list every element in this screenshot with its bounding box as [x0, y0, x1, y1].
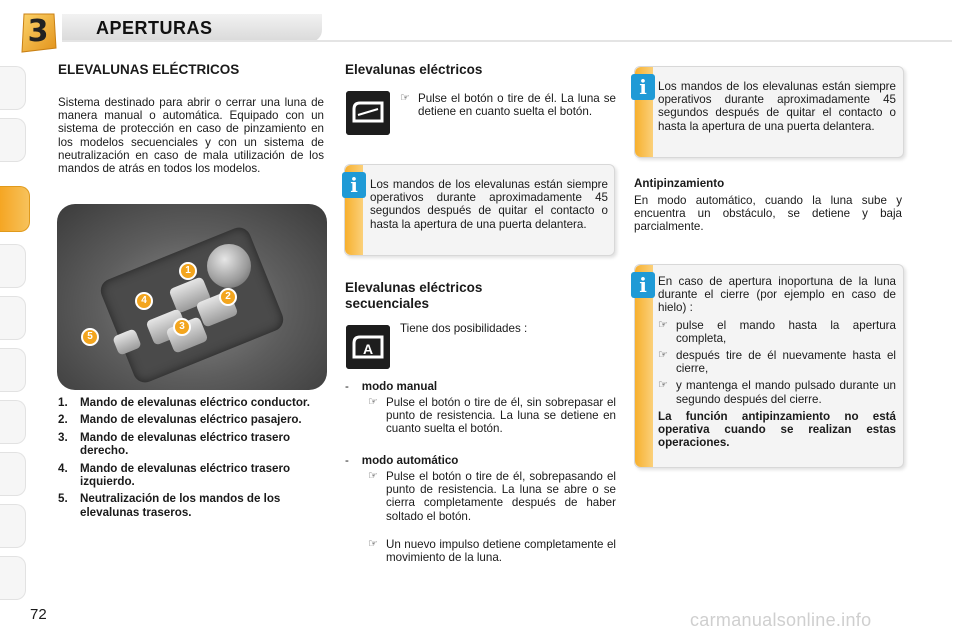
side-tab-2[interactable] — [0, 118, 26, 162]
info-icon: i — [631, 272, 655, 298]
legend-list — [58, 396, 320, 523]
subheading-electric: Elevalunas eléctricos — [345, 62, 483, 77]
callout-3: 3 — [173, 318, 191, 336]
auto-window-icon — [346, 325, 390, 369]
bullet-electric: ☞ Pulse el botón o tire de él. La luna se detiene en cuanto suelta el botón. — [400, 92, 616, 119]
legend-item: 4. Mando de elevalunas eléctrico trasero izquierdo. — [58, 461, 291, 489]
subheading-sequential: Elevalunas eléctricos secuenciales — [345, 280, 483, 311]
side-tab-10[interactable] — [0, 556, 26, 600]
side-tab-active[interactable] — [0, 186, 30, 232]
info-text-right-bottom: En caso de apertura inoportuna de la luna durante el cierre (por ejemplo en caso de hielo) : ☞ pulse el mando hasta la apertura completa, ☞ después tire de él nuevamente hasta el cierre, ☞ y mantenga el mando pulsado durante un segundo después del cierre. La función antipinzamiento no está operativa cuando se realizan estas operaciones. — [658, 275, 896, 450]
antipinch-text: En modo automático, cuando la luna sube y encuentra un obstáculo, se detiene y baja parcialmente. — [634, 194, 902, 234]
callout-2: 2 — [219, 288, 237, 306]
watermark: carmanualsonline.info — [690, 610, 872, 630]
possibilities-text: Tiene dos posibilidades : — [400, 322, 528, 335]
chapter-number: 3 — [27, 14, 49, 49]
info-text-right-top: Los mandos de los elevalunas están siempre operativos durante aproximadamente 45 segundos después de quitar el contacto o hasta la apertura de una puerta delantera. — [658, 80, 896, 133]
svg-text:A: A — [362, 341, 374, 357]
antipinch-heading: Antipinzamiento — [634, 177, 725, 190]
auto-mode-text-1: ☞ Pulse el botón o tire de él, sobrepasando el punto de resistencia. La luna se abre o se cierra completamente después de haber soltado el botón. — [368, 470, 616, 523]
section-heading: ELEVALUNAS ELÉCTRICOS — [58, 62, 240, 77]
callout-1: 1 — [179, 262, 197, 280]
side-tab-8[interactable] — [0, 452, 26, 496]
header-divider — [62, 40, 952, 42]
manual-mode-text: ☞ Pulse el botón o tire de él, sin sobrepasar el punto de resistencia. La luna se detiene en cuanto suelta el botón. — [368, 396, 616, 436]
callout-4: 4 — [135, 292, 153, 310]
legend-item: 5. Neutralización de los mandos de los elevalunas traseros. — [58, 492, 281, 519]
info-text-mid: Los mandos de los elevalunas están siempre operativos durante aproximadamente 45 segundos después de quitar el contacto o hasta la apertura de una puerta delantera. — [370, 178, 608, 231]
manual-mode-heading: - modo manual — [345, 380, 438, 393]
side-tab-5[interactable] — [0, 296, 26, 340]
side-tab-4[interactable] — [0, 244, 26, 288]
side-tab-9[interactable] — [0, 504, 26, 548]
side-tab-6[interactable] — [0, 348, 26, 392]
auto-mode-text-2: ☞ Un nuevo impulso detiene completamente el movimiento de la luna. — [368, 538, 616, 565]
side-tab-1[interactable] — [0, 66, 26, 110]
window-switch-icon — [346, 91, 390, 135]
window-switch-photo — [57, 204, 327, 390]
info-icon: i — [631, 74, 655, 100]
side-tab-7[interactable] — [0, 400, 26, 444]
legend-item: 1. Mando de elevalunas eléctrico conductor. — [58, 396, 311, 409]
info-icon: i — [342, 172, 366, 198]
mirror-knob — [207, 244, 251, 288]
page-title: APERTURAS — [96, 18, 213, 38]
intro-paragraph: Sistema destinado para abrir o cerrar una luna de manera manual o automática. Equipado con un sistema de protección en caso de pinzamiento en los modelos secuenciales y con un sistema de neutralización en caso de mala utilización de los mandos de atrás en todos los modelos. — [58, 96, 324, 176]
legend-item: 3. Mando de elevalunas eléctrico trasero derecho. — [58, 430, 291, 458]
legend-item: 2. Mando de elevalunas eléctrico pasajero. — [58, 413, 302, 427]
auto-mode-heading: - modo automático — [345, 454, 459, 467]
page-number: 72 — [30, 606, 47, 623]
callout-5: 5 — [81, 328, 99, 346]
